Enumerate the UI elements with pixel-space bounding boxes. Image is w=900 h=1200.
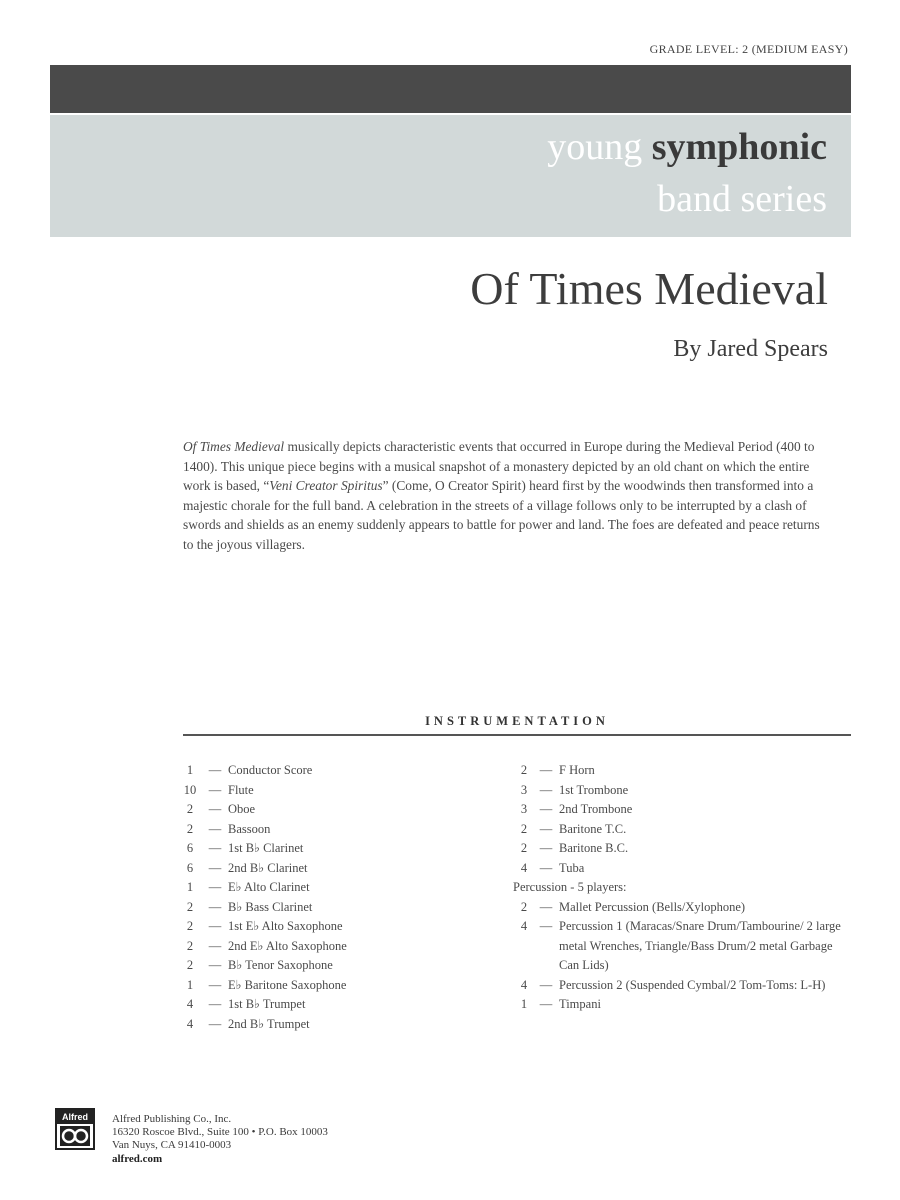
instrument-row [176, 976, 496, 996]
instrument-row [513, 976, 853, 996]
publisher-website: alfred.com [112, 1153, 163, 1165]
instrument-row [513, 859, 853, 879]
instrument-dash: — [208, 782, 222, 797]
alfred-logo-mark [57, 1124, 93, 1148]
publisher-address [112, 1113, 328, 1152]
instrument-count: 2 [186, 802, 194, 816]
instrument-count: 3 [520, 782, 528, 797]
instrument-dash: — [539, 919, 553, 933]
instrument-name: 2nd E♭ Alto Saxophone [228, 938, 347, 953]
instrument-dash: — [539, 802, 553, 816]
instrument-dash: — [539, 977, 553, 992]
instrument-dash: — [208, 860, 222, 875]
instrument-dash: — [539, 860, 553, 875]
piece-title: Of Times Medieval [470, 263, 828, 314]
instrument-dash: — [208, 880, 222, 894]
series-banner [50, 115, 851, 237]
instrument-count: 4 [520, 919, 528, 933]
instrument-dash: — [208, 841, 222, 855]
instrument-row [513, 917, 853, 976]
instrument-dash: — [208, 802, 222, 816]
instrument-row [176, 878, 496, 898]
instrument-count: 4 [186, 997, 194, 1011]
instrument-row [176, 781, 496, 801]
instrument-row [176, 820, 496, 840]
instrument-count: 3 [520, 802, 528, 816]
instrumentation-heading: INSTRUMENTATION [425, 714, 609, 728]
instrumentation-right-column [513, 761, 853, 1015]
instrument-row [176, 839, 496, 859]
alfred-logo-text: Alfred [57, 1110, 93, 1124]
instrument-name: F Horn [559, 763, 595, 777]
instrument-count: 1 [520, 997, 528, 1011]
instrument-name: B♭ Tenor Saxophone [228, 958, 333, 972]
instrument-row [513, 839, 853, 859]
instrument-name: Percussion 1 (Maracas/Snare Drum/Tambourine/ 2 large metal Wrenches, Triangle/Bass Drum/2 metal Garbage Can Lids) [559, 919, 841, 972]
series-word-symphonic: symphonic [651, 126, 827, 168]
description-italic-title: Of Times Medieval [183, 439, 285, 454]
instrument-name: 2nd B♭ Clarinet [228, 860, 308, 875]
instrument-row [176, 995, 496, 1015]
series-title-line2: band series [657, 178, 827, 220]
publisher-address-line1: 16320 Roscoe Blvd., Suite 100 • P.O. Box 10003 [112, 1126, 328, 1138]
instrument-count: 2 [520, 899, 528, 914]
instrument-row [176, 956, 496, 976]
instrument-dash: — [539, 763, 553, 777]
instrument-row [513, 820, 853, 840]
instrument-name: 1st B♭ Trumpet [228, 997, 306, 1011]
description-text-part1: musically depicts characteristic events that occurred in Europe during the Medieval Period (400 to 1400). This unique piece begins with a musical snapshot of a monastery depicted by an old chant on which the entire work is based, “ [183, 439, 815, 494]
instrument-count: 2 [186, 958, 194, 972]
instrument-count: 2 [186, 899, 194, 914]
instrument-count: 4 [186, 1016, 194, 1031]
instrument-count: 6 [186, 860, 194, 875]
instrument-name: Tuba [559, 860, 585, 875]
instrument-dash: — [208, 977, 222, 992]
series-word-young: young [547, 126, 643, 168]
instrument-count: 4 [520, 977, 528, 992]
instrument-name: Percussion 2 (Suspended Cymbal/2 Tom-Toms: L-H) [559, 977, 826, 992]
instrument-name: E♭ Baritone Saxophone [228, 977, 347, 992]
alfred-logo [55, 1108, 95, 1150]
percussion-label: Percussion - 5 players: [513, 880, 627, 894]
instrument-dash: — [539, 821, 553, 836]
instrument-name: Baritone T.C. [559, 821, 627, 836]
instrument-name: 1st B♭ Clarinet [228, 841, 304, 855]
instrument-dash: — [208, 763, 222, 777]
instrument-count: 1 [186, 977, 194, 992]
instrument-row [176, 917, 496, 937]
instrumentation-divider [183, 734, 851, 736]
instrument-row [176, 937, 496, 957]
instrument-name: Baritone B.C. [559, 841, 629, 855]
instrument-row [176, 898, 496, 918]
instrument-row [513, 761, 853, 781]
instrumentation-left-column [176, 761, 496, 1034]
instrument-row [513, 800, 853, 820]
header-dark-band [50, 65, 851, 113]
instrument-count: 1 [186, 880, 194, 894]
instrument-name: B♭ Bass Clarinet [228, 899, 313, 914]
instrument-count: 2 [186, 821, 194, 836]
instrument-dash: — [208, 821, 222, 836]
instrument-row [513, 995, 853, 1015]
instrument-dash: — [208, 997, 222, 1011]
instrument-name: 1st E♭ Alto Saxophone [228, 919, 343, 933]
instrument-row [513, 781, 853, 801]
instrument-dash: — [208, 919, 222, 933]
instrument-count: 2 [520, 821, 528, 836]
instrument-count: 2 [186, 919, 194, 933]
instrument-count: 10 [183, 782, 197, 797]
instrument-dash: — [208, 1016, 222, 1031]
instrument-dash: — [208, 958, 222, 972]
instrument-count: 1 [186, 763, 194, 777]
instrument-name: 1st Trombone [559, 782, 629, 797]
publisher-address-line2: Van Nuys, CA 91410-0003 [112, 1139, 232, 1151]
instrument-count: 6 [186, 841, 194, 855]
instrument-count: 2 [186, 938, 194, 953]
instrument-dash: — [208, 938, 222, 953]
instrument-name: Bassoon [228, 821, 271, 836]
instrument-count: 4 [520, 860, 528, 875]
instrument-dash: — [208, 899, 222, 914]
grade-level: GRADE LEVEL: 2 (MEDIUM EASY) [649, 42, 848, 56]
instrument-count: 2 [520, 841, 528, 855]
piece-description [183, 437, 833, 555]
instrument-name: 2nd B♭ Trumpet [228, 1016, 310, 1031]
instrument-dash: — [539, 997, 553, 1011]
publisher-name: Alfred Publishing Co., Inc. [112, 1113, 232, 1125]
instrument-name: Mallet Percussion (Bells/Xylophone) [559, 899, 746, 914]
instrument-row [513, 898, 853, 918]
instrument-row [176, 761, 496, 781]
instrument-name: Oboe [228, 802, 256, 816]
instrument-count: 2 [520, 763, 528, 777]
instrument-name: E♭ Alto Clarinet [228, 880, 310, 894]
instrument-name: Flute [228, 782, 254, 797]
instrument-name: Conductor Score [228, 763, 313, 777]
instrument-dash: — [539, 899, 553, 914]
instrument-dash: — [539, 782, 553, 797]
instrument-name: 2nd Trombone [559, 802, 633, 816]
alfred-logo-icon [60, 1126, 90, 1146]
description-italic-chant: Veni Creator Spiritus [269, 478, 383, 494]
composer-byline: By Jared Spears [673, 336, 828, 362]
description-text-part2: ” (Come, O Creator Spirit) heard first by the woodwinds then transformed into a majestic chorale for the full band. A celebration in the streets of a village follows only to be interrupted by a clash of swords and shields as an enemy suddenly appears to battle for power and land. The foes are defeated and peace returns to the joyous villagers. [183, 478, 820, 552]
instrument-dash: — [539, 841, 553, 855]
instrument-row [176, 1015, 496, 1035]
instrument-row [176, 800, 496, 820]
instrument-name: Timpani [559, 997, 601, 1011]
instrument-row [176, 859, 496, 879]
series-title-line1 [547, 125, 827, 169]
